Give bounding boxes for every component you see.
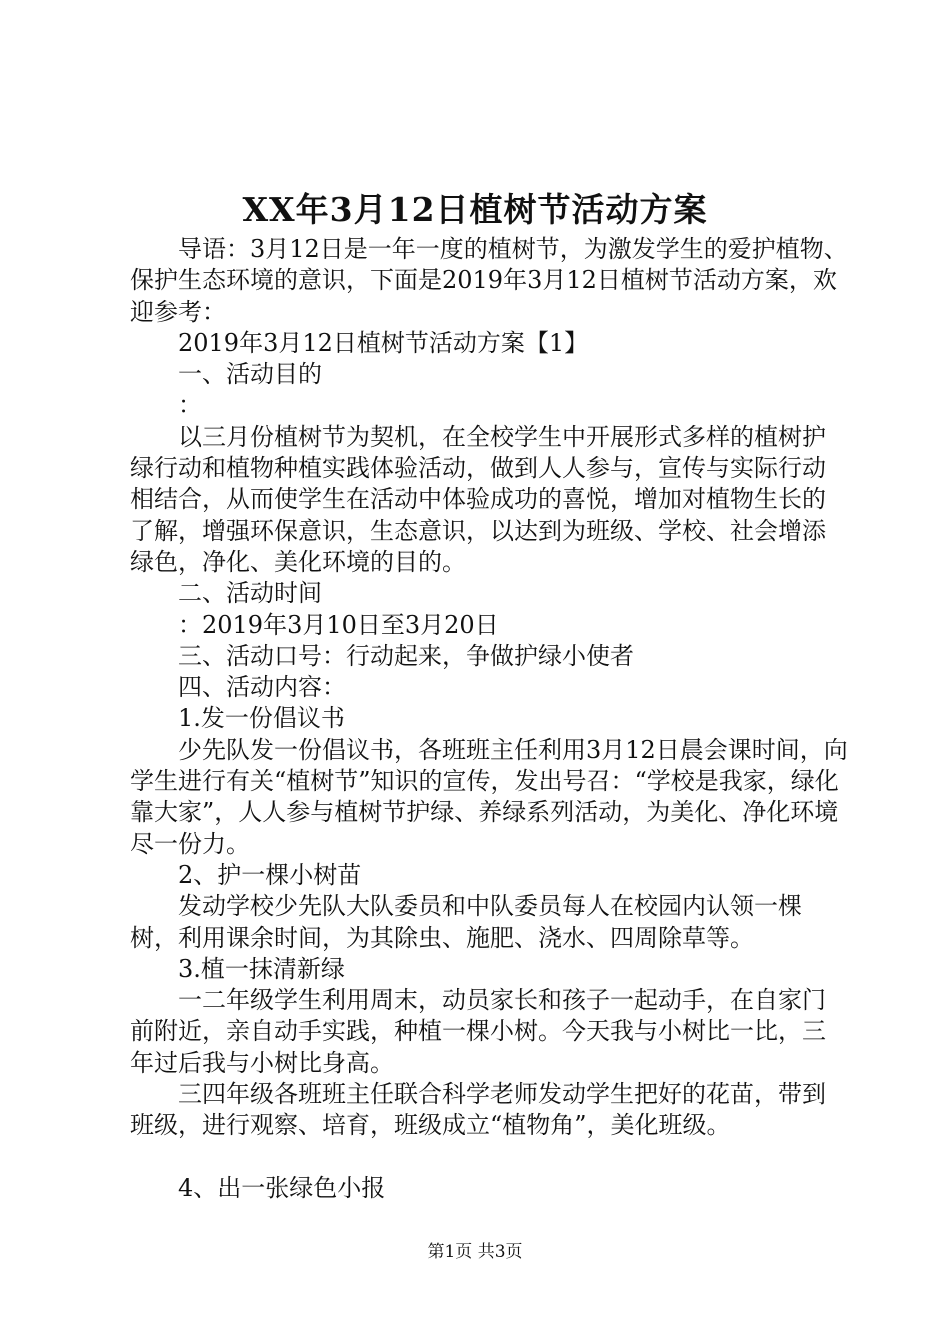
time-paragraph: ：2019年3月10日至3月20日 [178,610,499,639]
document-title: XX年3月12日植树节活动方案 [242,190,708,229]
item-3-paragraph-b: 三四年级各班班主任联合科学老师发动学生把好的花苗，带到班级，进行观察、培育，班级成立“植物角”，美化班级。 [130,1080,826,1140]
heading-slogan: 三、活动口号：行动起来，争做护绿小使者 [178,641,634,670]
heading-purpose: 一、活动目的 [178,360,322,389]
heading-time: 二、活动时间 [178,579,322,608]
item-1-paragraph: 少先队发一份倡议书，各班班主任利用3月12日晨会课时间，向学生进行有关“植树节”知识的宣传，发出号召：“学校是我家，绿化靠大家”，人人参与植树节护绿、养绿系列活动，为美化、净化环境尽一份力。 [130,735,848,858]
item-3-paragraph-a: 一二年级学生利用周末，动员家长和孩子一起动手，在自家门前附近，亲自动手实践，种植一棵小树。今天我与小树比一比，三年过后我与小树比身高。 [130,986,826,1077]
purpose-colon: ： [178,391,202,420]
heading-content: 四、活动内容： [178,673,346,702]
item-4-heading: 4、出一张绿色小报 [178,1173,386,1202]
document-body [130,234,848,1204]
section-heading-plan-1: 2019年3月12日植树节活动方案【1】 [178,328,589,357]
intro-paragraph: 导语：3月12日是一年一度的植树节，为激发学生的爱护植物、保护生态环境的意识，下面是2019年3月12日植树节活动方案，欢迎参考： [130,235,848,326]
page-footer: 第1页 共3页 [427,1242,523,1262]
item-1-heading: 1.发一份倡议书 [178,704,345,733]
purpose-paragraph: 以三月份植树节为契机，在全校学生中开展形式多样的植树护绿行动和植物种植实践体验活动，做到人人参与，宣传与实际行动相结合，从而使学生在活动中体验成功的喜悦，增加对植物生长的了解，增强环保意识，生态意识，以达到为班级、学校、社会增添绿色，净化、美化环境的目的。 [130,422,826,576]
item-3-heading: 3.植一抹清新绿 [178,954,345,983]
item-2-heading: 2、护一棵小树苗 [178,860,362,889]
paragraph-gap [130,1142,848,1173]
item-2-paragraph: 发动学校少先队大队委员和中队委员每人在校园内认领一棵树，利用课余时间，为其除虫、施肥、浇水、四周除草等。 [130,892,802,952]
